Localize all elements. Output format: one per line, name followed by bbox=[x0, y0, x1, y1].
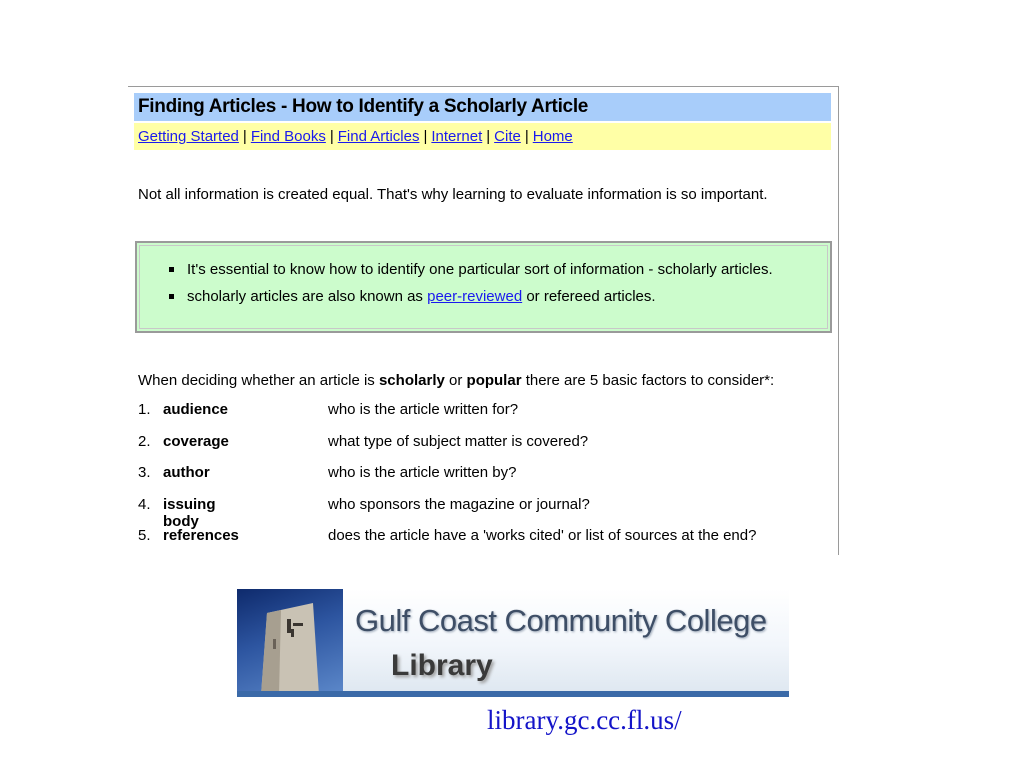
factor-description: who is the article written by? bbox=[328, 464, 517, 481]
callout-item-text: scholarly articles are also known as bbox=[187, 288, 428, 305]
callout-list bbox=[169, 256, 773, 310]
factor-term: issuing body bbox=[163, 495, 216, 530]
nav-separator: | bbox=[486, 128, 491, 145]
nav-bar bbox=[134, 123, 831, 150]
nav-link-home[interactable]: Home bbox=[532, 128, 573, 145]
nav-link-find-books[interactable]: Find Books bbox=[250, 128, 326, 145]
nav-separator: | bbox=[329, 128, 334, 145]
nav-link-getting-started[interactable]: Getting Started bbox=[138, 128, 239, 145]
factor-description: does the article have a 'works cited' or list of sources at the end? bbox=[328, 527, 757, 544]
factor-term: references bbox=[163, 527, 239, 544]
nav-link-cite[interactable]: Cite bbox=[494, 128, 521, 145]
question-scholarly: scholarly bbox=[378, 372, 445, 389]
factor-term: audience bbox=[163, 401, 229, 418]
page-title: Finding Articles - How to Identify a Scholarly Article bbox=[138, 96, 589, 117]
intro-text: Not all information is created equal. That's why learning to evaluate information is so important. bbox=[138, 186, 768, 203]
callout-box bbox=[135, 241, 832, 333]
factor-number: 1. bbox=[138, 401, 151, 418]
factor-number: 2. bbox=[138, 432, 151, 450]
factor-number: 4. bbox=[138, 495, 151, 513]
factor-description: who sponsors the magazine or journal? bbox=[328, 495, 590, 513]
nav-separator: | bbox=[423, 128, 428, 145]
callout-item bbox=[169, 283, 773, 310]
tower-icon bbox=[261, 603, 319, 695]
factor-description: who is the article written for? bbox=[328, 401, 519, 418]
title-bar bbox=[134, 93, 831, 121]
library-label: Library bbox=[391, 649, 493, 682]
square-bullet-icon bbox=[169, 294, 174, 299]
nav-separator: | bbox=[524, 128, 529, 145]
question-popular: popular bbox=[466, 372, 522, 389]
question-text: When deciding whether an article is bbox=[138, 372, 379, 389]
peer-reviewed-link[interactable]: peer-reviewed bbox=[427, 288, 523, 305]
college-name: Gulf Coast Community College bbox=[355, 603, 767, 638]
nav-link-internet[interactable]: Internet bbox=[431, 128, 483, 145]
question-text: or bbox=[444, 372, 467, 389]
article-screenshot bbox=[128, 86, 839, 555]
nav-link-find-articles[interactable]: Find Articles bbox=[337, 128, 420, 145]
library-banner bbox=[237, 589, 789, 697]
factor-number: 3. bbox=[138, 464, 151, 481]
nav-separator: | bbox=[242, 128, 247, 145]
callout-item-text: or refereed articles. bbox=[522, 288, 656, 305]
callout-item bbox=[169, 256, 773, 283]
square-bullet-icon bbox=[169, 267, 174, 272]
college-tower-image bbox=[237, 589, 343, 691]
factor-number: 5. bbox=[138, 527, 151, 544]
callout-item-text: It's essential to know how to identify one particular sort of information - scholarly articles. bbox=[187, 261, 773, 278]
factor-term: author bbox=[163, 464, 210, 481]
library-url-link[interactable]: library.gc.cc.fl.us/ bbox=[487, 705, 682, 735]
factor-term: coverage bbox=[163, 432, 229, 450]
factor-description: what type of subject matter is covered? bbox=[328, 432, 589, 450]
factors-question bbox=[138, 372, 774, 390]
question-text: there are 5 basic factors to consider*: bbox=[521, 372, 775, 389]
